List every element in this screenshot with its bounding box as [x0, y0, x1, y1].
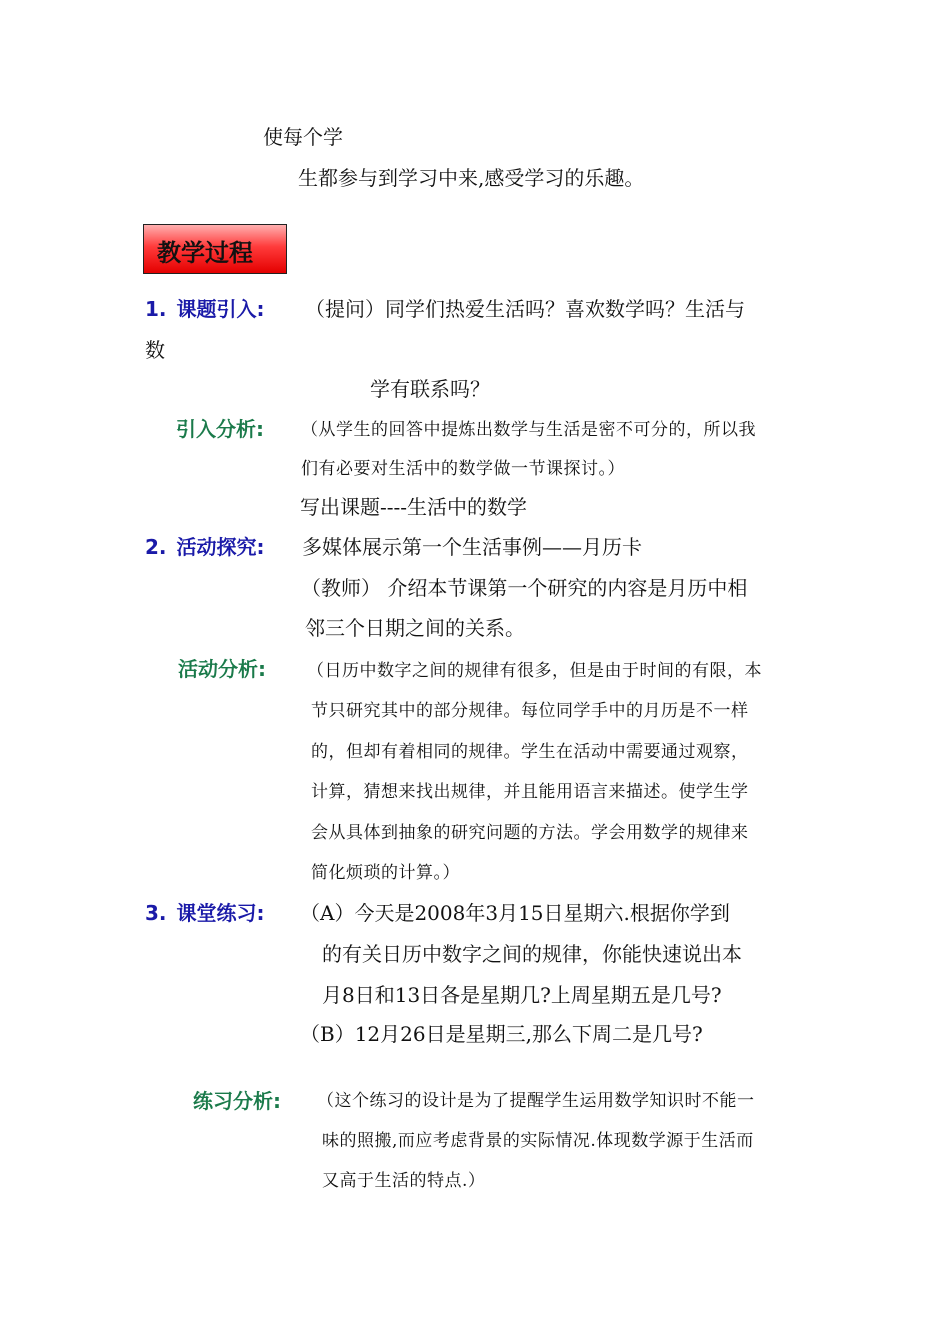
step2-analysis-line: 节只研究其中的部分规律。每位同学手中的月历是不一样: [311, 701, 749, 721]
step2-line-3: 邻三个日期之间的关系。: [305, 616, 525, 640]
intro-line-1: 使每个学: [263, 125, 343, 149]
step1-title: 课题引入:: [176, 297, 265, 321]
step2-analysis-line: 计算，猜想来找出规律，并且能用语言来描述。使学生学: [311, 782, 749, 802]
step3-heading: [145, 900, 265, 926]
step2-heading: [145, 534, 265, 560]
step3-line-3: 月8日和13日各是星期几?上周星期五是几号?: [322, 983, 722, 1007]
step3-analysis-line: 又高于生活的特点.）: [322, 1171, 486, 1191]
step1-analysis-line-1: （从学生的回答中提炼出数学与生活是密不可分的，所以我: [301, 420, 756, 440]
step1-number: 1.: [145, 297, 167, 321]
step3-analysis-label: 练习分析:: [193, 1089, 281, 1113]
step1-heading: [145, 296, 265, 322]
step3-number: 3.: [145, 901, 167, 925]
step1-line-3: 学有联系吗？: [370, 377, 490, 401]
step2-number: 2.: [145, 535, 167, 559]
step1-analysis-label: 引入分析:: [176, 417, 264, 441]
step1-write-topic: 写出课题----生活中的数学: [300, 495, 528, 519]
step2-analysis-line: （日历中数字之间的规律有很多，但是由于时间的有限，本: [307, 661, 762, 681]
step2-analysis-label: 活动分析:: [178, 657, 266, 681]
section-title-box: [143, 224, 287, 274]
step1-line-1: （提问）同学们热爱生活吗？喜欢数学吗？生活与: [305, 297, 745, 321]
step2-line-2: （教师） 介绍本节课第一个研究的内容是月历中相: [301, 576, 748, 600]
step2-analysis-line: 会从具体到抽象的研究问题的方法。学会用数学的规律来: [311, 823, 749, 843]
step2-analysis-line: 的，但却有着相同的规律。学生在活动中需要通过观察，: [311, 742, 749, 762]
intro-line-2: 生都参与到学习中来,感受学习的乐趣。: [298, 166, 645, 190]
step3-analysis-line: 味的照搬,而应考虑背景的实际情况.体现数学源于生活而: [322, 1131, 754, 1151]
step1-line-2: 数: [145, 338, 165, 362]
section-title: 教学过程: [157, 239, 253, 267]
step3-line-2: 的有关日历中数字之间的规律，你能快速说出本: [322, 942, 742, 966]
step3-line-4: （B）12月26日是星期三,那么下周二是几号?: [300, 1022, 703, 1046]
step2-title: 活动探究:: [176, 535, 265, 559]
step2-analysis-line: 简化烦琐的计算。）: [311, 863, 460, 883]
step2-line-1: 多媒体展示第一个生活事例——月历卡: [302, 535, 642, 559]
step3-line-1: （A）今天是2008年3月15日星期六.根据你学到: [300, 901, 730, 925]
step3-title: 课堂练习:: [176, 901, 265, 925]
step3-analysis-line: （这个练习的设计是为了提醒学生运用数学知识时不能一: [317, 1091, 755, 1111]
step1-analysis-line-2: 们有必要对生活中的数学做一节课探讨。）: [301, 459, 625, 479]
